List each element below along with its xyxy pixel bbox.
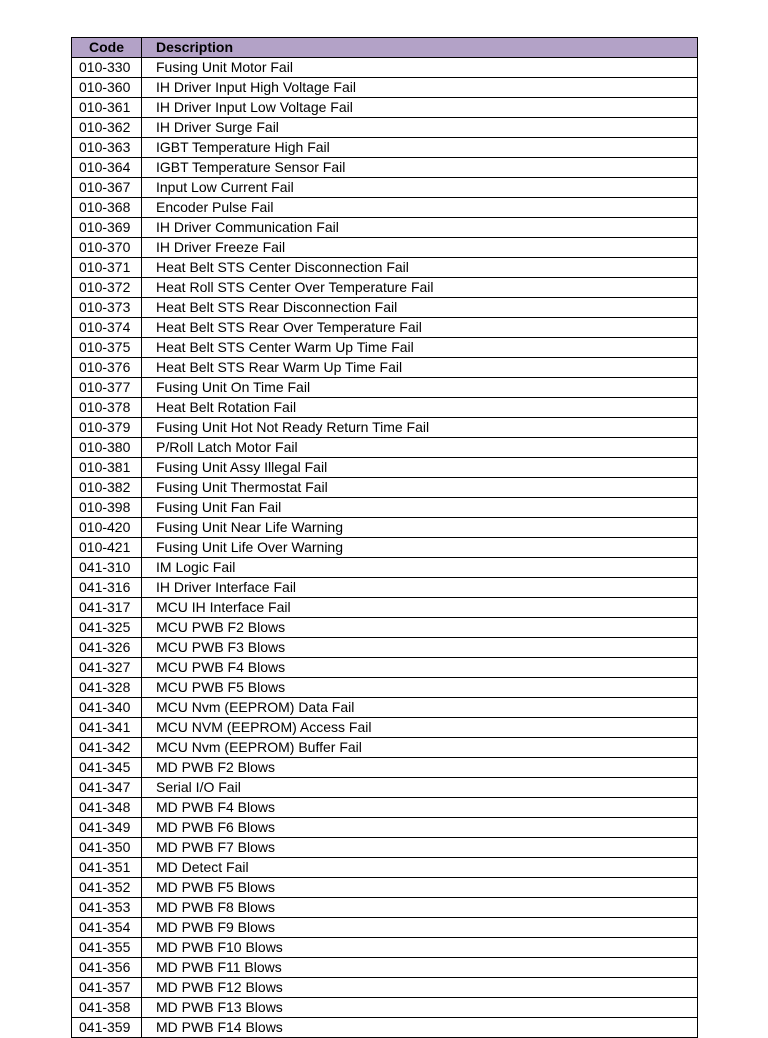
table-row <box>72 378 698 398</box>
table-row <box>72 758 698 778</box>
code-column-header: Code <box>72 38 142 58</box>
table-row <box>72 598 698 618</box>
table-row <box>72 338 698 358</box>
table-row <box>72 258 698 278</box>
table-row <box>72 398 698 418</box>
fault-description-cell: MCU IH Interface Fail <box>142 598 698 618</box>
fault-description-cell: MD PWB F12 Blows <box>142 978 698 998</box>
fault-description-cell: Encoder Pulse Fail <box>142 198 698 218</box>
fault-description-cell: MD PWB F5 Blows <box>142 878 698 898</box>
fault-description-cell: IH Driver Communication Fail <box>142 218 698 238</box>
table-row <box>72 638 698 658</box>
fault-description-cell: Fusing Unit Near Life Warning <box>142 518 698 538</box>
fault-description-cell: MCU NVM (EEPROM) Access Fail <box>142 718 698 738</box>
fault-description-cell: Heat Belt Rotation Fail <box>142 398 698 418</box>
fault-description-cell: IH Driver Input Low Voltage Fail <box>142 98 698 118</box>
fault-code-cell: 010-379 <box>72 418 142 438</box>
fault-code-cell: 010-376 <box>72 358 142 378</box>
fault-description-cell: Input Low Current Fail <box>142 178 698 198</box>
table-row <box>72 238 698 258</box>
table-row <box>72 798 698 818</box>
table-row <box>72 1018 698 1038</box>
fault-code-cell: 010-330 <box>72 58 142 78</box>
table-row <box>72 538 698 558</box>
fault-code-cell: 010-373 <box>72 298 142 318</box>
table-row <box>72 118 698 138</box>
table-row <box>72 198 698 218</box>
fault-description-cell: MCU PWB F2 Blows <box>142 618 698 638</box>
fault-code-cell: 041-347 <box>72 778 142 798</box>
table-row <box>72 278 698 298</box>
fault-code-cell: 041-317 <box>72 598 142 618</box>
fault-code-cell: 041-342 <box>72 738 142 758</box>
fault-description-cell: MD PWB F7 Blows <box>142 838 698 858</box>
fault-description-cell: Heat Roll STS Center Over Temperature Fail <box>142 278 698 298</box>
table-row <box>72 438 698 458</box>
fault-code-cell: 010-371 <box>72 258 142 278</box>
fault-description-cell: IH Driver Freeze Fail <box>142 238 698 258</box>
table-row <box>72 618 698 638</box>
fault-code-cell: 010-380 <box>72 438 142 458</box>
fault-code-cell: 041-357 <box>72 978 142 998</box>
fault-code-cell: 010-368 <box>72 198 142 218</box>
table-row <box>72 958 698 978</box>
table-row <box>72 998 698 1018</box>
fault-code-cell: 010-364 <box>72 158 142 178</box>
fault-description-cell: MD PWB F10 Blows <box>142 938 698 958</box>
table-row <box>72 718 698 738</box>
fault-description-cell: IH Driver Input High Voltage Fail <box>142 78 698 98</box>
table-row <box>72 138 698 158</box>
table-row <box>72 558 698 578</box>
fault-description-cell: IM Logic Fail <box>142 558 698 578</box>
fault-code-cell: 041-353 <box>72 898 142 918</box>
fault-description-cell: MD PWB F8 Blows <box>142 898 698 918</box>
fault-code-cell: 010-398 <box>72 498 142 518</box>
fault-code-cell: 041-351 <box>72 858 142 878</box>
table-row <box>72 858 698 878</box>
table-row <box>72 818 698 838</box>
fault-code-cell: 010-378 <box>72 398 142 418</box>
fault-description-cell: MCU Nvm (EEPROM) Data Fail <box>142 698 698 718</box>
fault-code-cell: 041-341 <box>72 718 142 738</box>
fault-description-cell: IGBT Temperature Sensor Fail <box>142 158 698 178</box>
fault-code-cell: 010-377 <box>72 378 142 398</box>
fault-description-cell: MCU PWB F4 Blows <box>142 658 698 678</box>
table-row <box>72 78 698 98</box>
fault-description-cell: MCU PWB F3 Blows <box>142 638 698 658</box>
fault-description-cell: IGBT Temperature High Fail <box>142 138 698 158</box>
table-row <box>72 318 698 338</box>
fault-description-cell: Heat Belt STS Center Disconnection Fail <box>142 258 698 278</box>
fault-code-cell: 041-356 <box>72 958 142 978</box>
fault-code-cell: 010-367 <box>72 178 142 198</box>
fault-description-cell: MCU PWB F5 Blows <box>142 678 698 698</box>
fault-code-cell: 041-340 <box>72 698 142 718</box>
table-row <box>72 218 698 238</box>
table-row <box>72 878 698 898</box>
fault-code-cell: 010-361 <box>72 98 142 118</box>
fault-code-cell: 041-359 <box>72 1018 142 1038</box>
fault-code-cell: 010-375 <box>72 338 142 358</box>
fault-description-cell: Heat Belt STS Rear Warm Up Time Fail <box>142 358 698 378</box>
fault-description-cell: P/Roll Latch Motor Fail <box>142 438 698 458</box>
table-row <box>72 698 698 718</box>
fault-description-cell: Fusing Unit On Time Fail <box>142 378 698 398</box>
fault-code-cell: 010-370 <box>72 238 142 258</box>
fault-description-cell: MD PWB F13 Blows <box>142 998 698 1018</box>
fault-code-cell: 010-421 <box>72 538 142 558</box>
fault-code-cell: 041-348 <box>72 798 142 818</box>
fault-code-cell: 041-345 <box>72 758 142 778</box>
fault-description-cell: Heat Belt STS Rear Disconnection Fail <box>142 298 698 318</box>
fault-code-cell: 010-362 <box>72 118 142 138</box>
table-row <box>72 98 698 118</box>
table-row <box>72 898 698 918</box>
table-row <box>72 778 698 798</box>
fault-code-cell: 041-358 <box>72 998 142 1018</box>
fault-description-cell: Heat Belt STS Center Warm Up Time Fail <box>142 338 698 358</box>
fault-description-cell: Fusing Unit Assy Illegal Fail <box>142 458 698 478</box>
table-row <box>72 658 698 678</box>
fault-description-cell: MD PWB F14 Blows <box>142 1018 698 1038</box>
table-row <box>72 738 698 758</box>
fault-code-cell: 010-382 <box>72 478 142 498</box>
table-row <box>72 978 698 998</box>
fault-code-cell: 010-381 <box>72 458 142 478</box>
fault-code-cell: 010-360 <box>72 78 142 98</box>
table-row <box>72 918 698 938</box>
fault-description-cell: Fusing Unit Hot Not Ready Return Time Fail <box>142 418 698 438</box>
fault-code-cell: 041-352 <box>72 878 142 898</box>
table-row <box>72 418 698 438</box>
table-body <box>72 58 698 1038</box>
fault-code-cell: 041-355 <box>72 938 142 958</box>
table-row <box>72 678 698 698</box>
fault-code-cell: 010-363 <box>72 138 142 158</box>
fault-description-cell: MD PWB F4 Blows <box>142 798 698 818</box>
fault-description-cell: Fusing Unit Fan Fail <box>142 498 698 518</box>
table-row <box>72 298 698 318</box>
fault-code-cell: 010-372 <box>72 278 142 298</box>
table-row <box>72 58 698 78</box>
fault-description-cell: Serial I/O Fail <box>142 778 698 798</box>
table-header-row <box>72 38 698 58</box>
table-row <box>72 358 698 378</box>
fault-code-cell: 041-349 <box>72 818 142 838</box>
fault-description-cell: MD PWB F6 Blows <box>142 818 698 838</box>
table-row <box>72 178 698 198</box>
fault-code-cell: 041-325 <box>72 618 142 638</box>
table-row <box>72 458 698 478</box>
fault-description-cell: Fusing Unit Motor Fail <box>142 58 698 78</box>
fault-code-cell: 010-369 <box>72 218 142 238</box>
table-row <box>72 158 698 178</box>
fault-description-cell: Heat Belt STS Rear Over Temperature Fail <box>142 318 698 338</box>
fault-code-table <box>71 37 698 1038</box>
fault-code-cell: 041-354 <box>72 918 142 938</box>
fault-code-cell: 041-350 <box>72 838 142 858</box>
fault-description-cell: MD Detect Fail <box>142 858 698 878</box>
table-row <box>72 518 698 538</box>
fault-code-cell: 041-327 <box>72 658 142 678</box>
fault-description-cell: IH Driver Surge Fail <box>142 118 698 138</box>
fault-code-cell: 010-420 <box>72 518 142 538</box>
fault-description-cell: MD PWB F11 Blows <box>142 958 698 978</box>
fault-description-cell: MD PWB F9 Blows <box>142 918 698 938</box>
fault-description-cell: Fusing Unit Life Over Warning <box>142 538 698 558</box>
table-row <box>72 838 698 858</box>
fault-code-cell: 041-328 <box>72 678 142 698</box>
table-row <box>72 478 698 498</box>
fault-code-cell: 010-374 <box>72 318 142 338</box>
description-column-header: Description <box>142 38 698 58</box>
fault-description-cell: MCU Nvm (EEPROM) Buffer Fail <box>142 738 698 758</box>
fault-description-cell: Fusing Unit Thermostat Fail <box>142 478 698 498</box>
table-row <box>72 578 698 598</box>
fault-code-cell: 041-316 <box>72 578 142 598</box>
fault-description-cell: MD PWB F2 Blows <box>142 758 698 778</box>
fault-description-cell: IH Driver Interface Fail <box>142 578 698 598</box>
table-row <box>72 498 698 518</box>
table-row <box>72 938 698 958</box>
fault-code-cell: 041-310 <box>72 558 142 578</box>
fault-code-cell: 041-326 <box>72 638 142 658</box>
